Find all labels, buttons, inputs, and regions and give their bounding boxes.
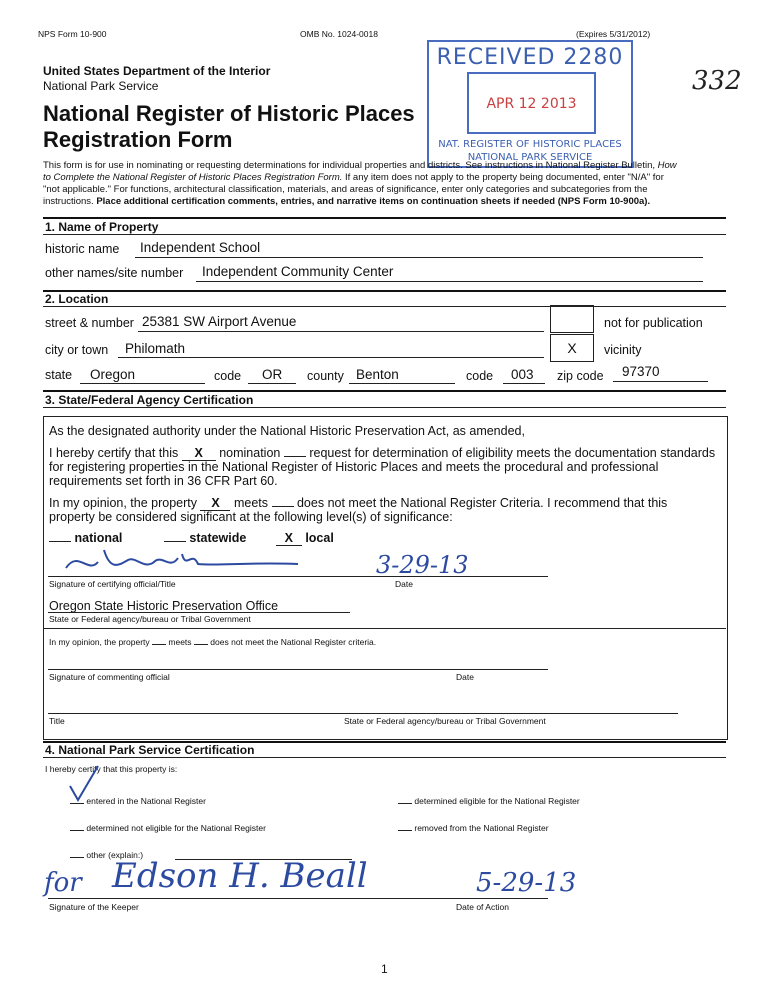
- section3-heading: 3. State/Federal Agency Certification: [45, 393, 254, 407]
- street-value[interactable]: 25381 SW Airport Avenue: [142, 314, 297, 329]
- cert-signature-label: Signature of certifying official/Title: [49, 579, 176, 589]
- corner-number: 332: [692, 66, 742, 96]
- significance-levels: national statewide X local: [49, 531, 334, 546]
- form-title-line1: National Register of Historic Places: [43, 101, 415, 126]
- request-mark[interactable]: [284, 456, 306, 457]
- title-label: Title: [49, 716, 65, 726]
- received-stamp: [427, 40, 633, 168]
- nps-cert-intro: I hereby certify that this property is:: [45, 764, 178, 774]
- other-names-label: other names/site number: [45, 266, 184, 280]
- stamp-line2: NATIONAL PARK SERVICE: [467, 152, 593, 163]
- page-number: 1: [381, 962, 388, 976]
- cert-p2-line2: for registering properties in the National Register of Historic Places and meets the procedural and professional: [49, 460, 659, 474]
- zip-value[interactable]: 97370: [622, 364, 660, 379]
- option-other[interactable]: other (explain:): [70, 850, 143, 860]
- option-removed[interactable]: removed from the National Register: [398, 823, 549, 833]
- opinion2-not-meet-mark[interactable]: [194, 644, 208, 645]
- section2-heading: 2. Location: [45, 292, 109, 306]
- city-value[interactable]: Philomath: [125, 341, 186, 356]
- county-value[interactable]: Benton: [356, 367, 399, 382]
- department: United States Department of the Interior: [43, 64, 271, 78]
- stamp-line1: NAT. REGISTER OF HISTORIC PLACES: [438, 139, 622, 150]
- office-label: State or Federal agency/bureau or Tribal Government: [49, 614, 251, 624]
- keeper-signature-prefix: for: [44, 868, 82, 898]
- state-code-label: code: [214, 369, 242, 383]
- cert-p2-line1: I hereby certify that this X nomination request for determination of eligibility meets the documentation standards: [49, 446, 716, 460]
- omb-number: OMB No. 1024-0018: [300, 29, 378, 39]
- stamp-received: RECEIVED 2280: [436, 45, 624, 70]
- agency-label: State or Federal agency/bureau or Tribal Government: [344, 716, 546, 726]
- not-for-publication-label: not for publication: [604, 316, 703, 330]
- comment-signature-label: Signature of commenting official: [49, 672, 170, 682]
- meets-mark[interactable]: X: [200, 496, 230, 511]
- certifier-signature: [58, 540, 308, 580]
- vicinity-box[interactable]: X: [550, 334, 594, 362]
- opinion2-meets-mark[interactable]: [152, 644, 166, 645]
- form-number: NPS Form 10-900: [38, 29, 107, 39]
- keeper-signature-label: Signature of the Keeper: [49, 902, 139, 912]
- local-mark[interactable]: X: [276, 531, 302, 546]
- keeper-signature: Edson H. Beall: [112, 856, 368, 896]
- cert-date-label: Date: [395, 579, 413, 589]
- intro-line1: This form is for use in nominating or requesting determinations for individual properties and districts. See instructions in National Register Bulletin, How: [43, 160, 677, 171]
- office-value[interactable]: Oregon State Historic Preservation Office: [49, 599, 279, 613]
- historic-name-value[interactable]: Independent School: [140, 240, 261, 255]
- cert-date-handwritten: 3-29-13: [376, 551, 469, 579]
- state-code-value[interactable]: OR: [262, 367, 283, 382]
- option-determined-eligible[interactable]: determined eligible for the National Register: [398, 796, 580, 806]
- historic-name-label: historic name: [45, 242, 120, 256]
- option-entered[interactable]: entered in the National Register: [70, 796, 206, 806]
- intro-line2: to Complete the National Register of Historic Places Registration Form. If any item does not apply to the property being documented, enter "N/A" for: [43, 172, 664, 183]
- other-names-value[interactable]: Independent Community Center: [202, 264, 394, 279]
- vicinity-label: vicinity: [604, 343, 642, 357]
- stamp-date-box: [467, 72, 596, 134]
- county-label: county: [307, 369, 344, 383]
- section1-heading: 1. Name of Property: [45, 220, 159, 234]
- street-label: street & number: [45, 316, 134, 330]
- form-title-line2: Registration Form: [43, 127, 233, 152]
- service: National Park Service: [43, 79, 159, 93]
- cert-p3-line1: In my opinion, the property X meets does not meet the National Register Criteria. I recommend that this: [49, 496, 668, 510]
- expiration: (Expires 5/31/2012): [576, 29, 651, 39]
- not-meet-mark[interactable]: [272, 506, 294, 507]
- comment-date-label: Date: [456, 672, 474, 682]
- state-value[interactable]: Oregon: [90, 367, 136, 382]
- date-of-action-label: Date of Action: [456, 902, 509, 912]
- cert-p1: As the designated authority under the National Historic Preservation Act, as amended,: [49, 424, 525, 438]
- intro-line3: "not applicable." For functions, architectural classification, materials, and areas of significance, enter only categories and subcategories from the: [43, 184, 648, 195]
- city-label: city or town: [45, 343, 109, 357]
- county-code-label: code: [466, 369, 494, 383]
- cert-p3-line2: property be considered significant at the following level(s) of significance:: [49, 510, 453, 524]
- keeper-date-handwritten: 5-29-13: [476, 868, 577, 898]
- zip-label: zip code: [557, 369, 604, 383]
- county-code-value[interactable]: 003: [511, 367, 534, 382]
- not-for-publication-box[interactable]: [550, 305, 594, 333]
- stamp-date: APR 12 2013: [486, 96, 577, 112]
- intro-line4: instructions. Place additional certification comments, entries, and narrative items on continuation sheets if needed (NPS Form 10-900a).: [43, 196, 651, 207]
- opinion2: In my opinion, the property meets does not meet the National Register criteria.: [49, 637, 377, 647]
- nomination-mark[interactable]: X: [182, 446, 216, 461]
- option-not-eligible[interactable]: determined not eligible for the National Register: [70, 823, 266, 833]
- cert-p2-line3: requirements set forth in 36 CFR Part 60.: [49, 474, 278, 488]
- section4-heading: 4. National Park Service Certification: [45, 743, 255, 757]
- state-label: state: [45, 368, 73, 382]
